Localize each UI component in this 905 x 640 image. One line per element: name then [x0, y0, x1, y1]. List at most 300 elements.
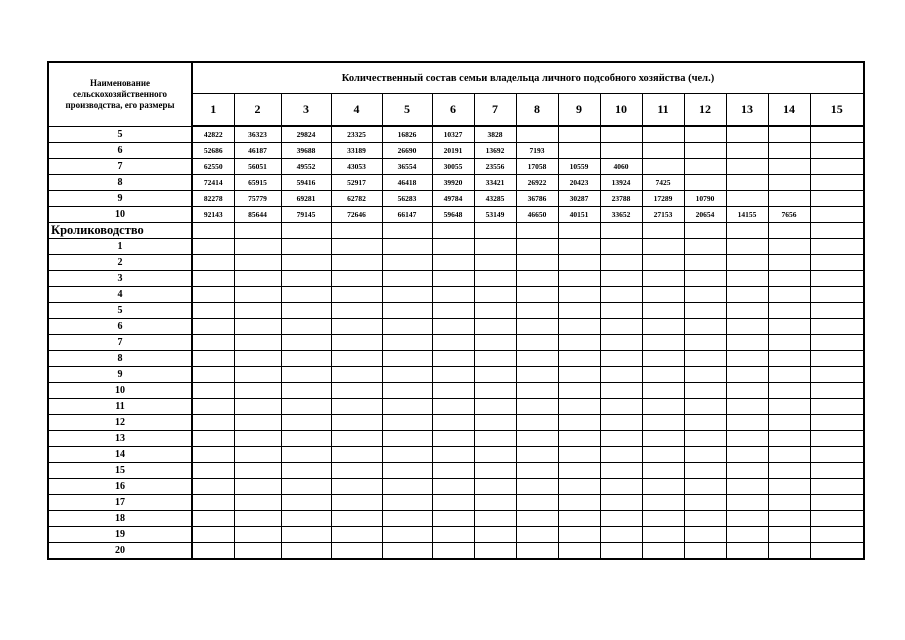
table-cell [331, 414, 382, 430]
row-label: 8 [48, 350, 192, 366]
table-cell [810, 542, 864, 559]
table-cell [234, 254, 281, 270]
table-cell [726, 318, 768, 334]
table-cell [768, 270, 810, 286]
table-cell [432, 510, 474, 526]
table-cell [768, 238, 810, 254]
table-cell [600, 446, 642, 462]
table-cell [474, 350, 516, 366]
table-cell [810, 254, 864, 270]
table-cell [474, 478, 516, 494]
table-row [48, 510, 864, 526]
table-cell [684, 126, 726, 142]
table-cell: 16826 [382, 126, 432, 142]
table-cell [234, 398, 281, 414]
row-label: 8 [48, 174, 192, 190]
table-row [48, 526, 864, 542]
table-cell [382, 510, 432, 526]
table-cell [810, 526, 864, 542]
table-cell [768, 302, 810, 318]
table-cell [281, 526, 331, 542]
column-number-header: 10 [600, 94, 642, 127]
table-cell [684, 494, 726, 510]
table-cell [768, 398, 810, 414]
table-cell [768, 494, 810, 510]
table-cell [234, 446, 281, 462]
table-cell [726, 302, 768, 318]
table-cell [192, 430, 234, 446]
table-cell [192, 478, 234, 494]
table-cell [726, 414, 768, 430]
table-cell [558, 254, 600, 270]
table-cell [516, 222, 558, 238]
table-cell [600, 222, 642, 238]
table-cell [558, 286, 600, 302]
table-cell: 33652 [600, 206, 642, 222]
table-row [48, 542, 864, 559]
table-row [48, 446, 864, 462]
table-cell [474, 494, 516, 510]
table-row [48, 126, 864, 142]
table-cell [432, 270, 474, 286]
table-cell [331, 318, 382, 334]
table-cell [382, 222, 432, 238]
table-cell [331, 222, 382, 238]
table-cell [432, 366, 474, 382]
table-cell [684, 222, 726, 238]
table-cell: 23788 [600, 190, 642, 206]
table-cell [234, 510, 281, 526]
table-cell [558, 398, 600, 414]
table-cell [474, 286, 516, 302]
table-cell [474, 510, 516, 526]
table-cell [642, 238, 684, 254]
table-cell [331, 270, 382, 286]
table-cell [642, 158, 684, 174]
table-cell [558, 334, 600, 350]
row-label: 5 [48, 126, 192, 142]
table-cell [382, 350, 432, 366]
table-cell [642, 142, 684, 158]
table-cell [600, 270, 642, 286]
table-cell [810, 190, 864, 206]
table-row [48, 302, 864, 318]
table-cell [474, 270, 516, 286]
table-cell [810, 206, 864, 222]
table-cell [642, 510, 684, 526]
table-cell: 62550 [192, 158, 234, 174]
table-cell [281, 254, 331, 270]
table-cell [382, 334, 432, 350]
table-cell [558, 350, 600, 366]
table-cell [516, 270, 558, 286]
table-cell: 30287 [558, 190, 600, 206]
table-cell [192, 398, 234, 414]
table-cell [331, 238, 382, 254]
table-cell [382, 254, 432, 270]
table-cell [234, 318, 281, 334]
table-cell [432, 238, 474, 254]
table-cell [810, 318, 864, 334]
table-cell [432, 414, 474, 430]
table-cell: 23325 [331, 126, 382, 142]
table-row [48, 350, 864, 366]
table-cell [726, 446, 768, 462]
table-cell [281, 222, 331, 238]
table-cell [768, 510, 810, 526]
table-cell: 33189 [331, 142, 382, 158]
table-cell [234, 286, 281, 302]
table-cell [642, 318, 684, 334]
table-cell [234, 350, 281, 366]
table-cell [558, 222, 600, 238]
table-cell [642, 526, 684, 542]
table-cell [474, 254, 516, 270]
table-cell [432, 494, 474, 510]
table-cell [234, 430, 281, 446]
table-cell [642, 414, 684, 430]
table-row [48, 158, 864, 174]
table-cell: 43285 [474, 190, 516, 206]
row-label: 16 [48, 478, 192, 494]
row-label: 15 [48, 462, 192, 478]
table-cell: 92143 [192, 206, 234, 222]
row-label: 7 [48, 334, 192, 350]
table-cell [281, 478, 331, 494]
table-cell [234, 238, 281, 254]
table-cell: 10559 [558, 158, 600, 174]
table-cell: 36323 [234, 126, 281, 142]
table-cell: 7193 [516, 142, 558, 158]
table-cell [726, 542, 768, 559]
table-cell: 42822 [192, 126, 234, 142]
table-cell [642, 462, 684, 478]
table-cell [281, 334, 331, 350]
table-cell [234, 462, 281, 478]
table-cell [684, 270, 726, 286]
table-cell [382, 494, 432, 510]
table-cell [768, 222, 810, 238]
table-cell [474, 526, 516, 542]
table-cell: 36554 [382, 158, 432, 174]
table-cell [281, 318, 331, 334]
table-row [48, 334, 864, 350]
table-cell [810, 270, 864, 286]
table-cell [331, 526, 382, 542]
table-cell [558, 478, 600, 494]
table-cell [726, 350, 768, 366]
table-cell [516, 478, 558, 494]
table-cell [516, 366, 558, 382]
table-cell [810, 238, 864, 254]
table-cell [600, 238, 642, 254]
table-cell [810, 462, 864, 478]
table-cell [726, 270, 768, 286]
table-cell [684, 462, 726, 478]
table-cell: 33421 [474, 174, 516, 190]
table-cell [810, 302, 864, 318]
table-cell [234, 334, 281, 350]
column-number-header: 1 [192, 94, 234, 127]
table-cell [234, 414, 281, 430]
table-cell [726, 398, 768, 414]
table-cell [600, 510, 642, 526]
table-cell [432, 318, 474, 334]
table-cell [558, 430, 600, 446]
table-cell [281, 414, 331, 430]
table-cell [192, 350, 234, 366]
table-row [48, 222, 864, 238]
table-cell [234, 382, 281, 398]
table-cell [474, 382, 516, 398]
table-cell [331, 334, 382, 350]
row-label: 12 [48, 414, 192, 430]
table-cell [600, 126, 642, 142]
table-cell [810, 494, 864, 510]
table-cell [768, 414, 810, 430]
table-cell [432, 478, 474, 494]
table-cell [684, 174, 726, 190]
table-cell [642, 222, 684, 238]
row-label: 18 [48, 510, 192, 526]
row-label: 10 [48, 206, 192, 222]
table-cell [642, 254, 684, 270]
table-cell [516, 254, 558, 270]
table-cell: 59648 [432, 206, 474, 222]
table-cell [331, 366, 382, 382]
table-cell [192, 318, 234, 334]
column-number-header: 5 [382, 94, 432, 127]
table-cell [726, 478, 768, 494]
table-cell [474, 222, 516, 238]
table-cell [726, 222, 768, 238]
table-cell [331, 254, 382, 270]
table-cell [558, 366, 600, 382]
table-cell: 17058 [516, 158, 558, 174]
table-cell [234, 222, 281, 238]
table-cell [768, 158, 810, 174]
row-label: 14 [48, 446, 192, 462]
table-cell [234, 302, 281, 318]
table-cell: 40151 [558, 206, 600, 222]
table-cell: 72414 [192, 174, 234, 190]
table-cell [600, 414, 642, 430]
table-cell [684, 350, 726, 366]
column-number-header: 3 [281, 94, 331, 127]
table-cell [192, 238, 234, 254]
table-cell [516, 526, 558, 542]
table-cell [432, 446, 474, 462]
table-cell [768, 382, 810, 398]
table-cell [331, 382, 382, 398]
table-cell: 56051 [234, 158, 281, 174]
table-cell [810, 510, 864, 526]
table-cell: 65915 [234, 174, 281, 190]
table-cell [516, 238, 558, 254]
table-cell [474, 318, 516, 334]
table-cell [684, 286, 726, 302]
table-cell [642, 446, 684, 462]
table-cell [516, 318, 558, 334]
table-cell [281, 398, 331, 414]
row-label: 20 [48, 542, 192, 559]
table-cell [281, 238, 331, 254]
table-cell: 26690 [382, 142, 432, 158]
table-cell [474, 238, 516, 254]
table-cell [192, 494, 234, 510]
table-cell [768, 254, 810, 270]
table-cell: 36786 [516, 190, 558, 206]
table-cell [432, 526, 474, 542]
table-cell [768, 430, 810, 446]
table-cell [810, 126, 864, 142]
table-cell [331, 286, 382, 302]
table-cell [684, 542, 726, 559]
table-cell: 82278 [192, 190, 234, 206]
table-cell: 4060 [600, 158, 642, 174]
table-cell [432, 286, 474, 302]
table-row [48, 142, 864, 158]
table-cell [516, 542, 558, 559]
table-cell [281, 510, 331, 526]
table-cell [726, 462, 768, 478]
table-cell [382, 318, 432, 334]
table-cell [281, 270, 331, 286]
table-cell [382, 446, 432, 462]
column-number-header: 4 [331, 94, 382, 127]
table-cell [726, 142, 768, 158]
table-cell [192, 414, 234, 430]
table-cell [234, 542, 281, 559]
table-cell [474, 542, 516, 559]
table-cell [600, 318, 642, 334]
table-cell: 46187 [234, 142, 281, 158]
table-cell [516, 382, 558, 398]
table-cell [192, 366, 234, 382]
column-number-header: 14 [768, 94, 810, 127]
table-cell [810, 366, 864, 382]
table-cell: 85644 [234, 206, 281, 222]
table-cell [600, 382, 642, 398]
table-row [48, 318, 864, 334]
table-cell [558, 526, 600, 542]
row-label: 13 [48, 430, 192, 446]
table-row [48, 430, 864, 446]
table-cell [192, 382, 234, 398]
table-cell [432, 302, 474, 318]
column-number-header: 9 [558, 94, 600, 127]
table-cell: 10790 [684, 190, 726, 206]
table-cell [331, 510, 382, 526]
data-table [47, 61, 865, 560]
table-cell [768, 190, 810, 206]
table-cell: 46418 [382, 174, 432, 190]
table-cell [684, 334, 726, 350]
table-cell [234, 478, 281, 494]
table-cell: 52686 [192, 142, 234, 158]
row-label: 19 [48, 526, 192, 542]
table-cell [600, 494, 642, 510]
table-cell [600, 526, 642, 542]
row-label: 7 [48, 158, 192, 174]
table-cell [192, 254, 234, 270]
table-cell [474, 334, 516, 350]
table-row [48, 414, 864, 430]
table-cell [192, 302, 234, 318]
table-row [48, 366, 864, 382]
row-label: 9 [48, 366, 192, 382]
table-cell [768, 542, 810, 559]
table-cell: 14155 [726, 206, 768, 222]
table-cell [768, 174, 810, 190]
table-cell [281, 286, 331, 302]
table-cell [810, 222, 864, 238]
table-row [48, 494, 864, 510]
table-cell [432, 254, 474, 270]
table-cell [281, 462, 331, 478]
table-cell: 49552 [281, 158, 331, 174]
table-row [48, 174, 864, 190]
table-cell [768, 526, 810, 542]
table-cell [474, 430, 516, 446]
table-cell [684, 430, 726, 446]
table-cell [768, 286, 810, 302]
table-cell [382, 526, 432, 542]
table-cell [281, 366, 331, 382]
table-cell [726, 254, 768, 270]
table-cell [684, 318, 726, 334]
table-cell [516, 398, 558, 414]
table-cell [234, 270, 281, 286]
table-cell [726, 126, 768, 142]
table-cell [432, 430, 474, 446]
table-cell [642, 366, 684, 382]
table-cell: 66147 [382, 206, 432, 222]
table-row [48, 382, 864, 398]
table-cell [432, 222, 474, 238]
table-cell [810, 446, 864, 462]
table-cell [558, 126, 600, 142]
table-cell [600, 350, 642, 366]
table-cell [726, 382, 768, 398]
table-cell [281, 430, 331, 446]
table-cell [516, 510, 558, 526]
table-cell [558, 142, 600, 158]
table-cell [516, 414, 558, 430]
row-label: 6 [48, 142, 192, 158]
table-cell [642, 270, 684, 286]
table-cell [810, 286, 864, 302]
table-cell [684, 446, 726, 462]
table-cell [726, 286, 768, 302]
table-cell [192, 334, 234, 350]
table-cell [281, 350, 331, 366]
table-cell [726, 366, 768, 382]
table-cell [382, 462, 432, 478]
table-cell [810, 158, 864, 174]
table-cell [474, 398, 516, 414]
column-number-header: 11 [642, 94, 684, 127]
table-cell [516, 494, 558, 510]
table-cell [558, 542, 600, 559]
column-number-header: 12 [684, 94, 726, 127]
table-cell [726, 494, 768, 510]
table-cell [600, 398, 642, 414]
table-cell [642, 478, 684, 494]
table-cell [768, 142, 810, 158]
table-row [48, 286, 864, 302]
table-cell [192, 222, 234, 238]
